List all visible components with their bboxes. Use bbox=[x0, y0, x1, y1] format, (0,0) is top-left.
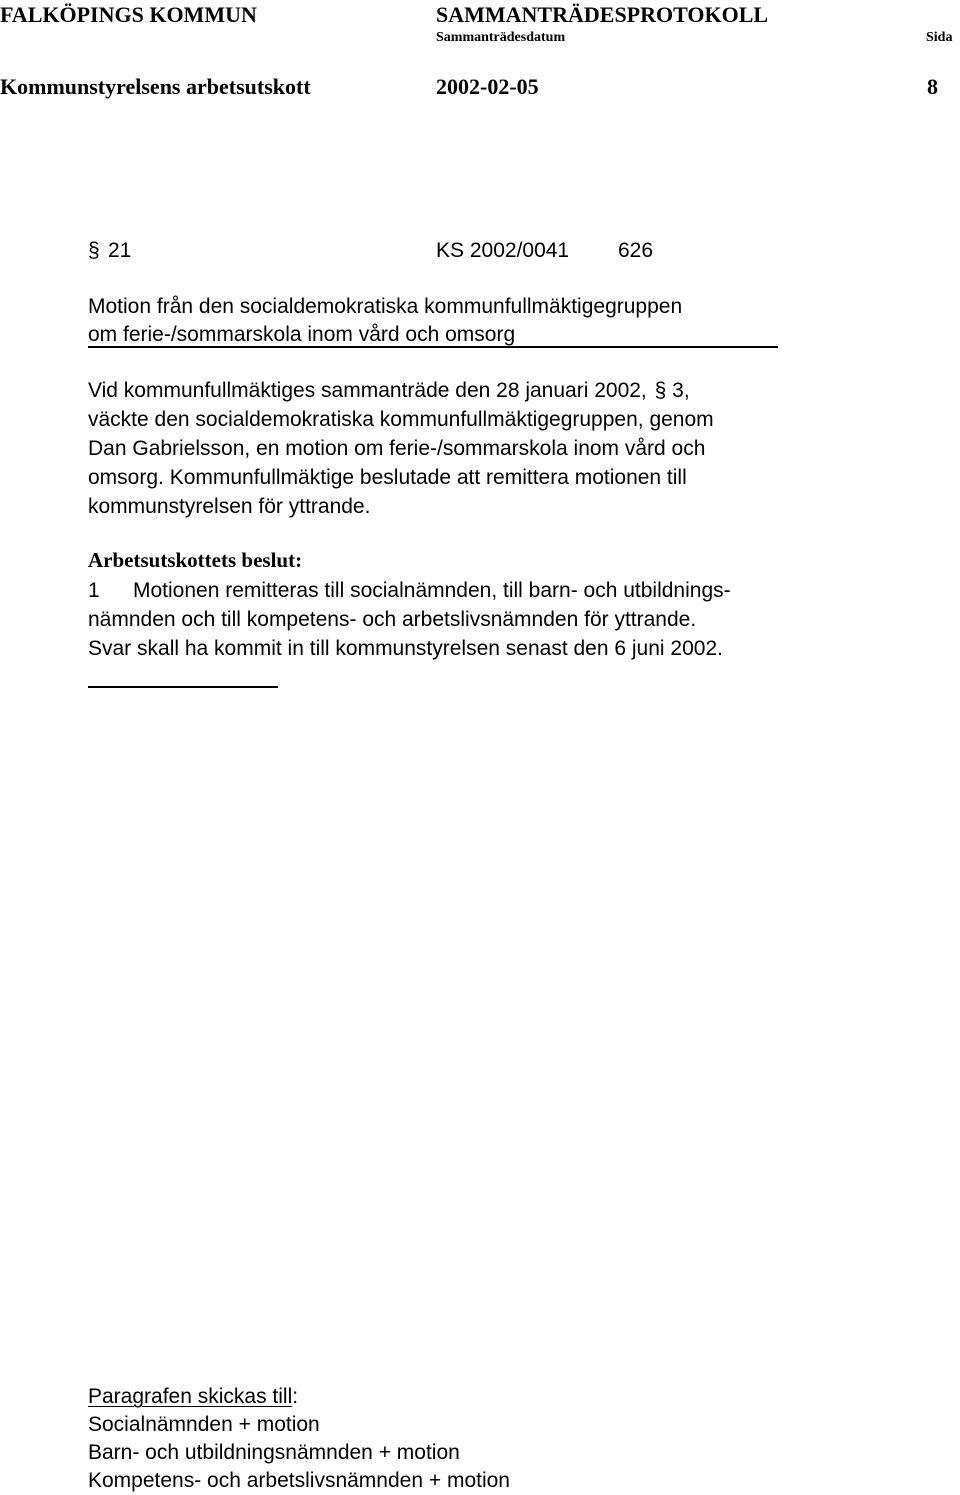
decision-line-1: Motionen remitteras till socialnämnden, till barn- och utbildnings- bbox=[133, 579, 731, 602]
distribution-heading: Paragrafen skickas till bbox=[88, 1385, 293, 1408]
background-line-1: Vid kommunfullmäktiges sammanträde den 28 januari 2002, § 3, bbox=[88, 379, 690, 402]
decision-line-3: Svar skall ha kommit in till kommunstyrelsen senast den 6 juni 2002. bbox=[88, 637, 723, 660]
section-symbol: § bbox=[88, 239, 100, 262]
background-line-3: Dan Gabrielsson, en motion om ferie-/sommarskola inom vård och bbox=[88, 437, 706, 460]
title-underline bbox=[88, 346, 778, 348]
title-line-2: om ferie-/sommarskola inom vård och omsorg bbox=[88, 323, 516, 346]
section-symbol: § bbox=[654, 379, 667, 402]
background-line-5: kommunstyrelsen för yttrande. bbox=[88, 495, 371, 518]
title-line-1: Motion från den socialdemokratiska kommunfullmäktigegruppen bbox=[88, 295, 683, 318]
distribution-item: Kompetens- och arbetslivsnämnden + motion bbox=[88, 1469, 510, 1492]
decision-item-number: 1 bbox=[88, 579, 100, 602]
page-number: 8 bbox=[927, 74, 938, 99]
background-line-2: väckte den socialdemokratiska kommunfullmäktigegruppen, genom bbox=[88, 408, 714, 431]
archive-code: 626 bbox=[618, 239, 654, 262]
date-label: Sammanträdesdatum bbox=[436, 30, 566, 45]
distribution-item: Barn- och utbildningsnämnden + motion bbox=[88, 1441, 460, 1464]
distribution-item: Socialnämnden + motion bbox=[88, 1413, 320, 1436]
distribution-heading-line: Paragrafen skickas till: bbox=[88, 1385, 299, 1408]
decision-end-rule bbox=[88, 686, 278, 688]
decision-line-2: nämnden och till kompetens- och arbetslivsnämnden för yttrande. bbox=[88, 608, 697, 631]
meeting-date: 2002-02-05 bbox=[436, 74, 539, 99]
case-reference: KS 2002/0041 bbox=[436, 239, 570, 262]
decision-heading: Arbetsutskottets beslut: bbox=[88, 548, 303, 572]
org-name: FALKÖPINGS KOMMUN bbox=[0, 2, 257, 27]
page-label: Sida bbox=[926, 30, 953, 45]
background-line-4: omsorg. Kommunfullmäktige beslutade att remittera motionen till bbox=[88, 466, 687, 489]
paragraph-number: 21 bbox=[108, 239, 132, 262]
committee-name: Kommunstyrelsens arbetsutskott bbox=[0, 74, 311, 99]
document-type: SAMMANTRÄDESPROTOKOLL bbox=[436, 2, 769, 27]
